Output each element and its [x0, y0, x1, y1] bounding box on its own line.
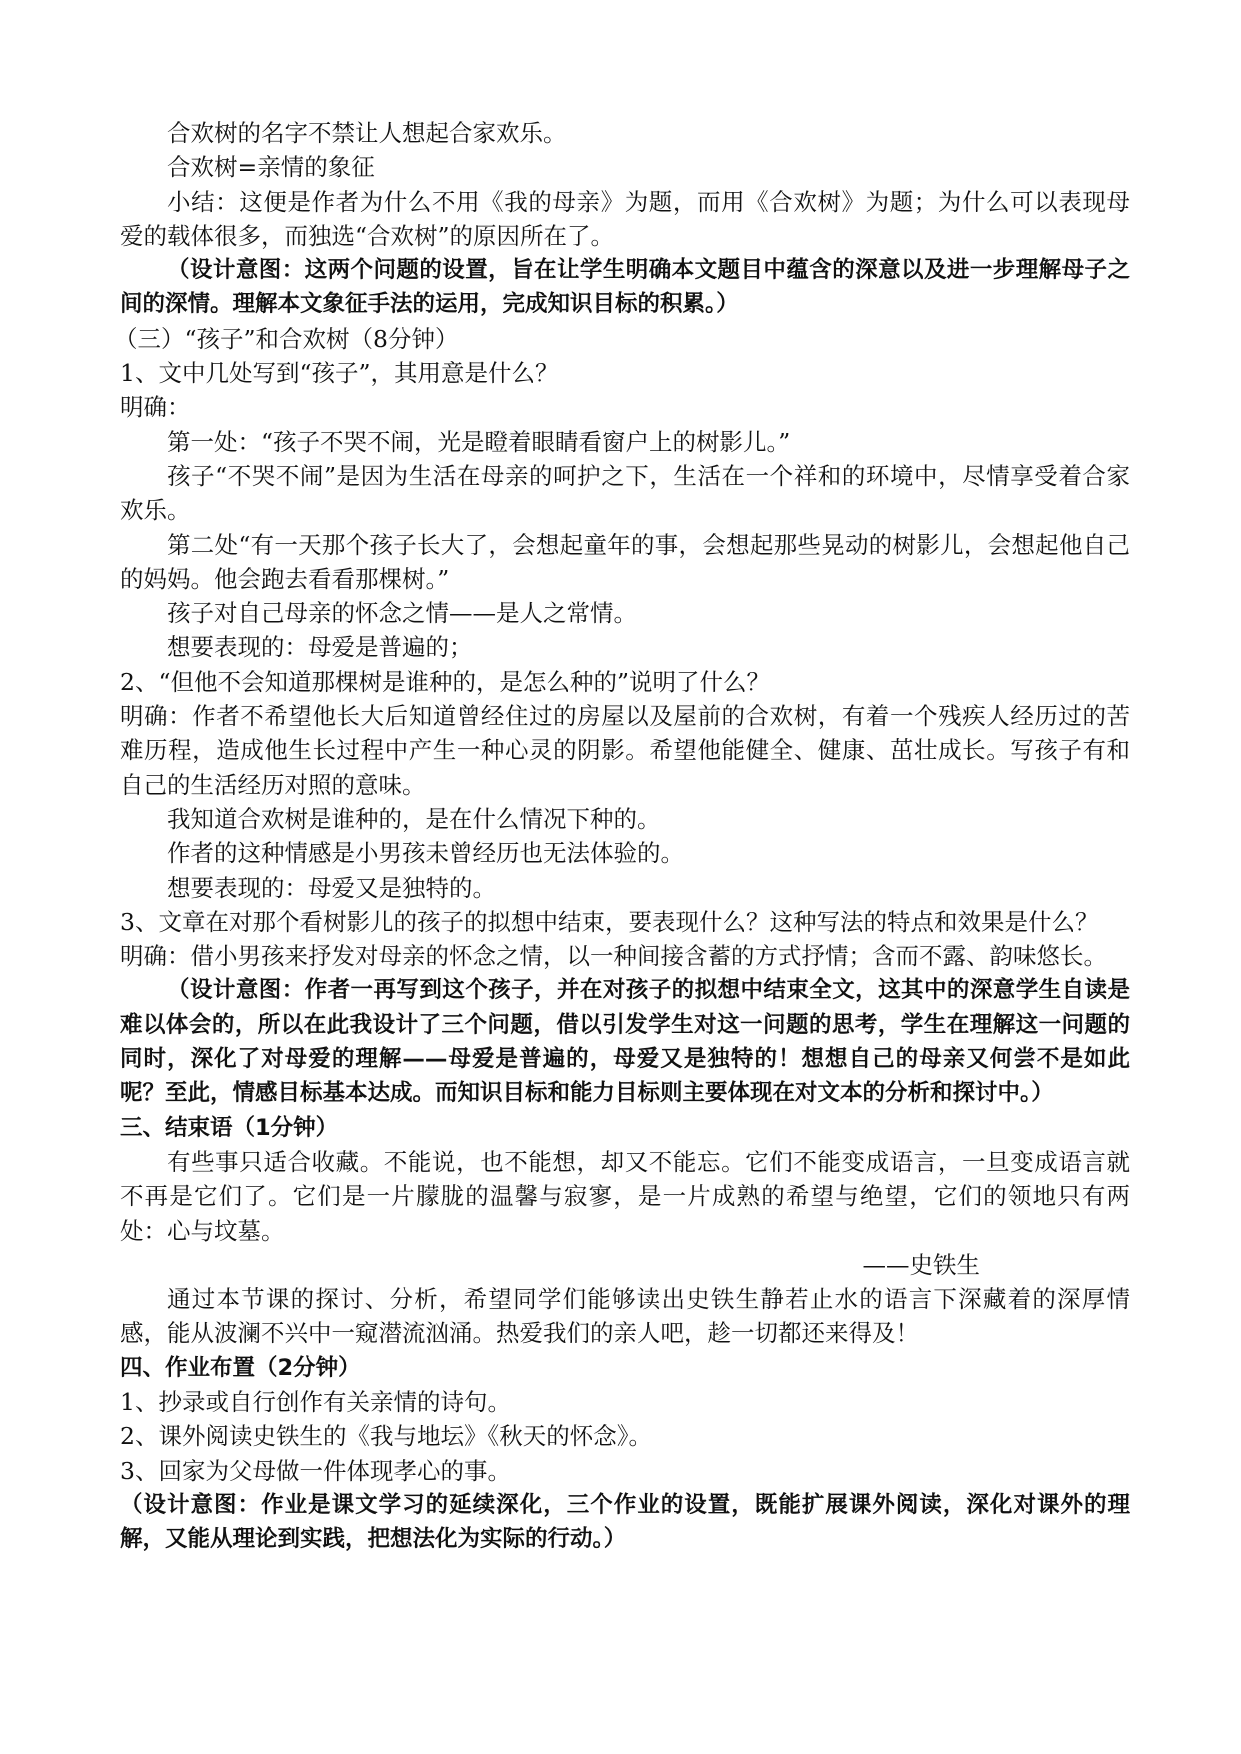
homework-item: 1、抄录或自行创作有关亲情的诗句。: [120, 1387, 511, 1416]
quotation: 有些事只适合收藏。不能说，也不能想，却又不能忘。它们不能变成语言，一旦变成语言就不再是它们了。它们是一片朦胧的温馨与寂寥，是一片成熟的希望与绝望，它们的领地只有两处：心与坟墓。: [120, 1147, 1130, 1245]
paragraph: 孩子“不哭不闹”是因为生活在母亲的呵护之下，生活在一个祥和的环境中，尽情享受着合家欢乐。: [120, 461, 1130, 525]
homework-item: 3、回家为父母做一件体现孝心的事。: [120, 1456, 511, 1485]
paragraph: 作者的这种情感是小男孩未曾经历也无法体验的。: [167, 839, 684, 868]
paragraph: 第一处：“孩子不哭不闹，光是瞪着眼睛看窗户上的树影儿。”: [167, 427, 791, 456]
design-intent-note: （设计意图：作者一再写到这个孩子，并在对孩子的拟想中结束全文，这其中的深意学生自读是难以体会的，所以在此我设计了三个问题，借以引发学生对这一问题的思考，学生在理解这一问题的同时，深化了对母爱的理解——母爱是普遍的，母爱又是独特的！想想自己的母亲又何尝不是如此呢？至此，情感目标基本达成。而知识目标和能力目标则主要体现在对文本的分析和探讨中。）: [120, 977, 1130, 1107]
paragraph: 小结：这便是作者为什么不用《我的母亲》为题，而用《合欢树》为题；为什么可以表现母爱的载体很多，而独选“合欢树”的原因所在了。: [120, 187, 1130, 250]
document-body: [114, 116, 1130, 1556]
paragraph: 想要表现的：母爱是普遍的；: [167, 633, 473, 662]
design-intent-note: （设计意图：这两个问题的设置，旨在让学生明确本文题目中蕴含的深意以及进一步理解母子之间的深情。理解本文象征手法的运用，完成知识目标的积累。）: [120, 257, 1130, 318]
answer: 明确：作者不希望他长大后知道曾经住过的房屋以及屋前的合欢树，有着一个残疾人经历过的苦难历程，造成他生长过程中产生一种心灵的阴影。希望他能健全、健康、茁壮成长。写孩子有和自己的生活经历对照的意味。: [120, 702, 1130, 799]
question: 2、“但他不会知道那棵树是谁种的，是怎么种的”说明了什么？: [120, 667, 770, 696]
paragraph: 孩子对自己母亲的怀念之情——是人之常情。: [167, 599, 637, 628]
quotation-author: ——史铁生: [862, 1250, 980, 1279]
paragraph: 第二处“有一天那个孩子长大了，会想起童年的事，会想起那些晃动的树影儿，会想起他自己的妈妈。他会跑去看看那棵树。”: [120, 530, 1130, 593]
homework-item: 2、课外阅读史铁生的《我与地坛》《秋天的怀念》。: [120, 1422, 652, 1451]
question: 3、文章在对那个看树影儿的孩子的拟想中结束，要表现什么？这种写法的特点和效果是什么？: [120, 907, 1099, 936]
paragraph: 合欢树=亲情的象征: [167, 153, 375, 182]
section-heading: 三、结束语（1分钟）: [120, 1114, 339, 1141]
answer: 明确：借小男孩来抒发对母亲的怀念之情，以一种间接含蓄的方式抒情；含而不露、韵味悠长。: [120, 942, 1107, 971]
paragraph: 通过本节课的探讨、分析，希望同学们能够读出史铁生静若止水的语言下深藏着的深厚情感，能从波澜不兴中一窥潜流汹涌。热爱我们的亲人吧，趁一切都还来得及！: [120, 1285, 1130, 1348]
question: 1、文中几处写到“孩子”，其用意是什么？: [120, 359, 559, 388]
paragraph: 想要表现的：母爱又是独特的。: [167, 873, 496, 902]
section-heading: 四、作业布置（2分钟）: [120, 1354, 361, 1381]
paragraph: 我知道合欢树是谁种的，是在什么情况下种的。: [167, 804, 661, 833]
answer-label: 明确：: [120, 393, 191, 422]
design-intent-note: （设计意图：作业是课文学习的延续深化，三个作业的设置，既能扩展课外阅读，深化对课外的理解，又能从理论到实践，把想法化为实际的行动。）: [120, 1491, 1130, 1553]
paragraph: 合欢树的名字不禁让人想起合家欢乐。: [167, 119, 567, 147]
section-heading: （三）“孩子”和合欢树（8分钟）: [114, 324, 459, 353]
